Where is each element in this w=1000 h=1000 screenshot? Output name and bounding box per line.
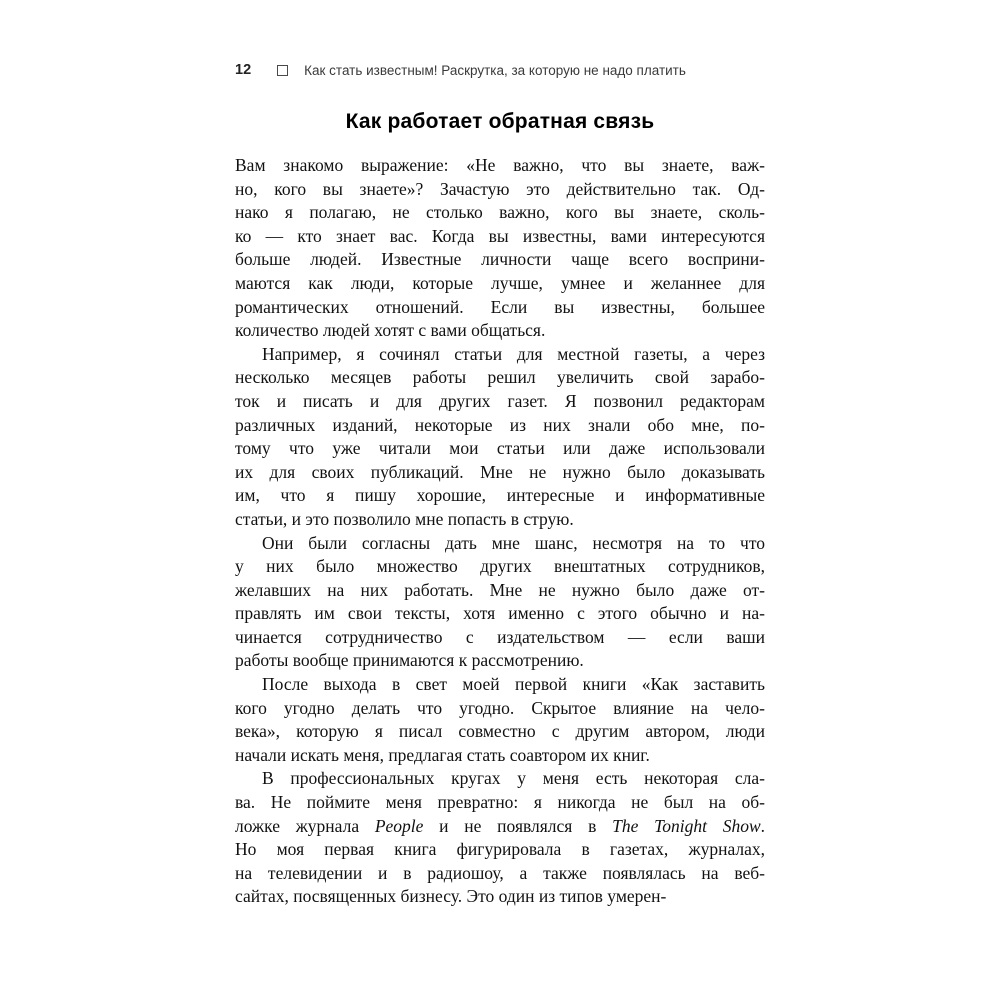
page-number: 12: [235, 62, 252, 78]
text-line: различных изданий, некоторые из них знали обо мне, по-: [235, 414, 765, 435]
text-line: больше людей. Известные личности чаще всего восприни-: [235, 249, 765, 270]
text-line: нако я полагаю, не столько важно, кого вы знаете, сколь-: [235, 202, 765, 223]
running-header: [235, 62, 765, 78]
text-line: ва. Не поймите меня превратно: я никогда не был на об-: [235, 792, 765, 813]
square-bullet-icon: [277, 65, 288, 76]
text-line: сайтах, посвященных бизнесу. Это один из типов умерен-: [235, 886, 667, 907]
paragraph: [235, 343, 765, 532]
text-line: кого угодно делать что угодно. Скрытое влияние на чело-: [235, 697, 765, 718]
body-text: [235, 154, 765, 909]
text-line: Например, я сочинял статьи для местной газеты, а через: [262, 343, 765, 364]
text-line: чинается сотрудничество с издательством — если ваши: [235, 626, 765, 647]
paragraph: [235, 532, 765, 674]
text-line: тому что уже читали мои статьи или даже использовали: [235, 438, 765, 459]
text-line: романтических отношений. Если вы известны, большее: [235, 296, 765, 317]
text-line: у них было множество других внештатных сотрудников,: [235, 556, 765, 577]
book-page: [235, 0, 765, 909]
text-line: статьи, и это позволило мне попасть в струю.: [235, 508, 574, 529]
paragraph: [235, 154, 765, 343]
text-line: ложке журнала People и не появлялся в The Tonight Show.: [235, 815, 765, 836]
paragraph: [235, 767, 765, 909]
text-line: на телевидении и в радиошоу, а также появлялась на веб-: [235, 862, 765, 883]
text-line: их для своих публикаций. Мне не нужно было доказывать: [235, 461, 765, 482]
text-line: но, кого вы знаете»? Зачастую это действительно так. Од-: [235, 178, 765, 199]
text-line: Они были согласны дать мне шанс, несмотря на то что: [262, 532, 765, 553]
text-line: Но моя первая книга фигурировала в газетах, журналах,: [235, 839, 765, 860]
text-line: В профессиональных кругах у меня есть некоторая сла-: [262, 768, 765, 789]
text-line: После выхода в свет моей первой книги «Как заставить: [262, 674, 765, 695]
text-line: Вам знакомо выражение: «Не важно, что вы знаете, важ-: [235, 155, 765, 175]
text-line: количество людей хотят с вами общаться.: [235, 320, 546, 341]
text-line: работы вообще принимаются к рассмотрению.: [235, 650, 584, 671]
section-title: Как работает обратная связь: [345, 110, 655, 133]
text-line: правлять им свои тексты, хотя именно с этого обычно и на-: [235, 603, 765, 624]
text-line: маются как люди, которые лучше, умнее и желаннее для: [235, 272, 765, 293]
running-header-book-title: Как стать известным! Раскрутка, за которую не надо платить: [304, 62, 686, 78]
text-line: начали искать меня, предлагая стать соавтором их книг.: [235, 744, 650, 765]
text-line: несколько месяцев работы решил увеличить свой зарабо-: [235, 367, 765, 388]
text-line: века», которую я писал совместно с другим автором, люди: [235, 721, 765, 742]
text-line: ко — кто знает вас. Когда вы известны, вами интересуются: [235, 225, 765, 246]
text-line: ток и писать и для других газет. Я позвонил редакторам: [235, 390, 765, 411]
text-line: желавших на них работать. Мне не нужно было даже от-: [235, 579, 765, 600]
paragraph: [235, 673, 765, 767]
text-line: им, что я пишу хорошие, интересные и информативные: [235, 485, 765, 506]
